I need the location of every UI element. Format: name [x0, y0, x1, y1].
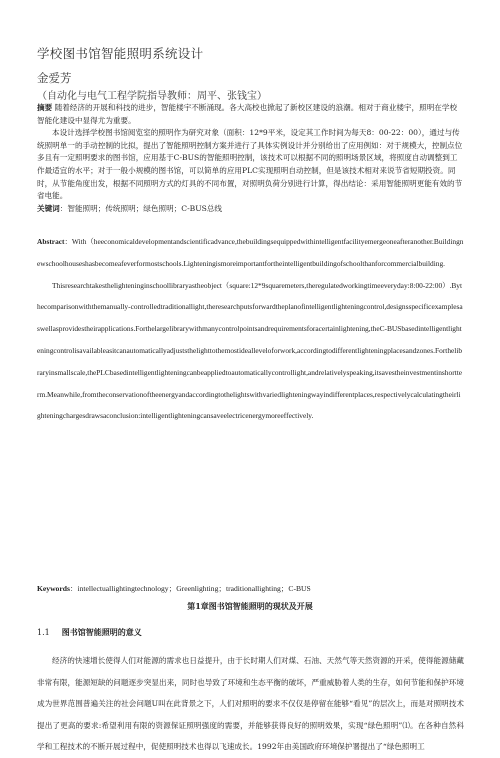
zh-keywords-label: 关键词: [37, 203, 60, 213]
zh-keywords: [37, 203, 464, 216]
en-abstract-text-1: ：With（heeconomicaldevelopmentandscientificadvance,thebuildingsequippedwithintelligentfacilityemergeoneafteranother.Buildingnewschoolhouseshasbecomeafeverformostschools.Lighteningismoreimportantfortheintelligentbuildingofschoolthanforcommercialbuilding.: [37, 237, 464, 268]
zh-abstract-label: 摘要: [37, 103, 53, 112]
paper-title: 学校图书馆智能照明系统设计: [37, 46, 204, 61]
body-paragraph: 经济的快速增长使得人们对能源的需求也日益提升，由于长时期人们对煤、石油、天然气等天然资源的开采，使得能源储藏非常有限，能源短缺的问题逐步突显出来，同时也导致了环境和生态平衡的破坏，严重威胁着人类的生存，如何节能和保护环境成为世界范围普遍关注的社会问题U叫在此背景之下，人们对照明的要求不仅仅是停留在能够“看见”的层次上，而是对照明技术提出了更高的要求:希望利用有限的资源保证照明强度的需要，并能够获得良好的照明效果，实现“绿色照明”⑴。在各种自然科学和工程技术的不断开展过程中，促使照明技术也得以飞速成长。1992年由美国政府环境保护署提出了“绿色照明工: [37, 656, 464, 751]
zh-abstract-paragraph-1: [37, 102, 464, 127]
zh-abstract-text-1: 随着经济的开展和科技的进步，智能楼宇不断涌现。各大高校也掀起了新校区建设的浪潮。相对于商业楼宇，照明在学校智能化建设中显得尤为重要。: [37, 103, 458, 125]
en-abstract-paragraph-2: Thisresearchtakesthelighteninginschoollibraryastheobject（square:12*9squaremeters,theregulatedworkingtimeeveryday:8:00-22:00）.Bythecomparisonwiththemanually-controlledtraditionallight,theresearchputsforwardtheplanofintelligentlighteningcontrol,designsspecificexamplesaswellasprovidestheirapplications.Forthelargelibrarywithmanycontrolpointsandrequirementsforacertainlightening,theC-BUSbasedintelligentlighteningcontrolisavailableasitcanautomaticallyadjuststhelighttothemostidealleveloforwork,accordingtodifferentlighteningplacesandzones.Forthelibraryinsmallscale,thePLCbasedintelligentlighteningcanbeappliedtoautomaticallycontrollight,andrelativelyspeaking,itsavestheinvestmentinshortterm.Meanwhile,fromtheconservationoftheenergyandaccordingtothelightswithvariedlighteningwayindifferentplaces,respectivelycalculatingtheirlighteningchargesdrawsaconclusion:intelligentlighteningcansaveelectricenergymoreeffectively.: [37, 280, 463, 421]
zh-abstract-paragraph-2: 本设计选择学校图书馆阅览室的照明作为研究对象（面积：12*9平米，设定其工作时间为每天8：00-22：00），通过与传统照明单一的手动控制的比拟，提出了智能照明控制方案并进行了具体实例设计并分别给出了应用例如：对于规模大，控制点位多且有一定照明要求的图书馆，应用基于C-BUS的智能照明控制，该技术可以根据不同的照明场景区域，将照度自动调整到工作最适宜的水平；对于一般小规模的图书馆，可以简单的应用PLC实现照明自动控制，但是该技术相对来说节省短期投资。同时，从节能角度出发，根据不同照明方式的灯具的不同布置，对照明负荷分别进行计算，得出结论：采用智能照明更能有效的节省电能。: [37, 128, 463, 201]
chinese-abstract: [37, 102, 464, 215]
section-title: 图书馆智能照明的意义: [61, 627, 142, 637]
en-keywords: [37, 583, 464, 594]
en-abstract-paragraph-1: [37, 231, 464, 275]
section-heading: [37, 627, 142, 638]
en-keywords-text: ：intellectuallightingtechnology；Greenlighting；traditionallighting；C-BUS: [69, 584, 311, 593]
section-number: 1.1: [37, 628, 50, 637]
en-abstract-label: Abstract: [37, 237, 65, 246]
english-abstract: [37, 231, 464, 427]
en-keywords-label: Keywords: [37, 584, 70, 593]
author-affiliation: （自动化与电气工程学院指导教师：周平、张钱宝）: [37, 91, 267, 102]
chapter-heading: 第1章图书馆智能照明的现状及开展: [187, 601, 313, 611]
author-name: 金爱芳: [37, 71, 72, 85]
zh-keywords-text: ：智能照明；传统照明；绿色照明；C-BUS总线: [59, 203, 223, 213]
